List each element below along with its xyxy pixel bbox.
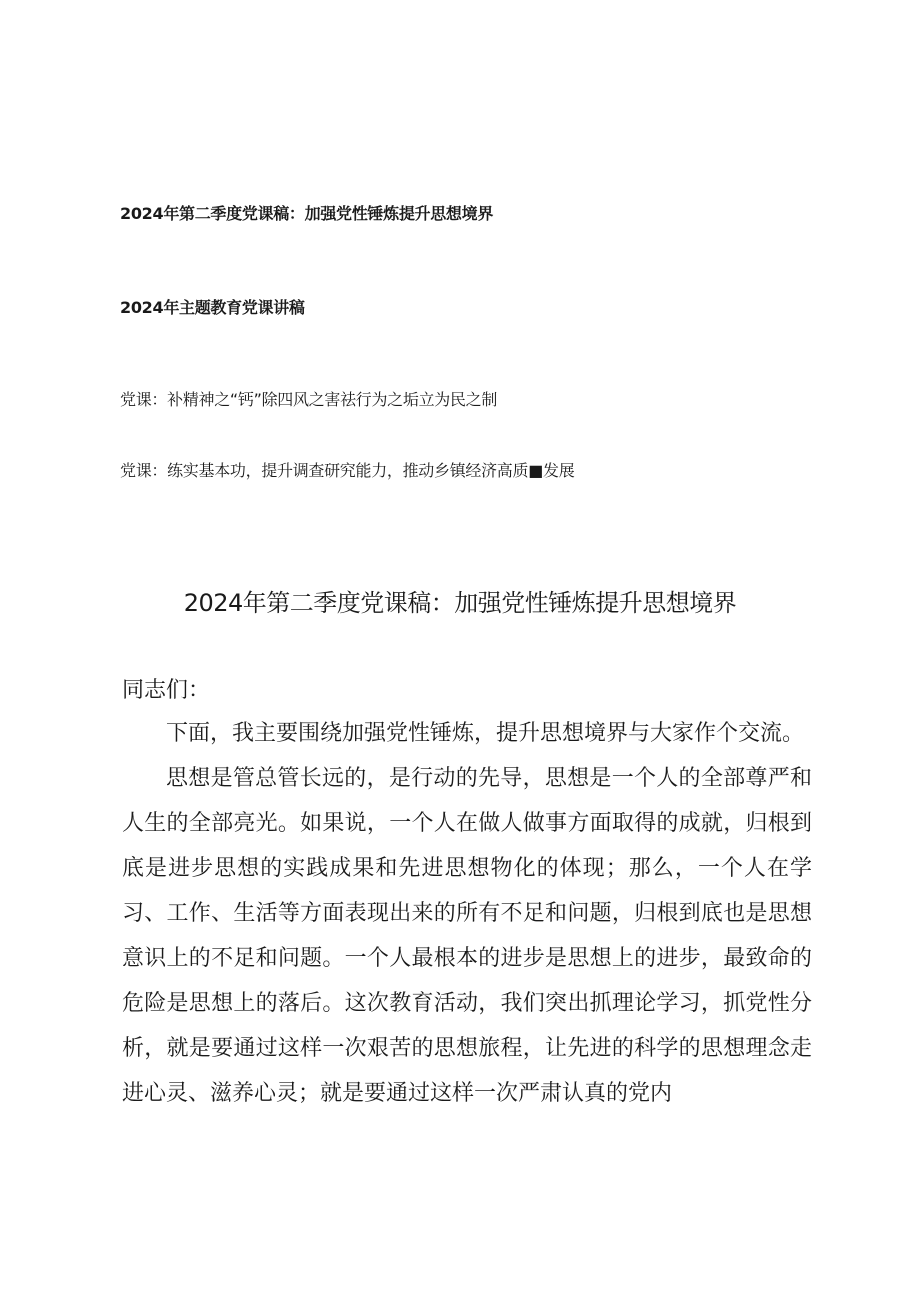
paragraph-2: 思想是管总管长远的，是行动的先导，思想是一个人的全部尊严和人生的全部亮光。如果说，一个人在做人做事方面取得的成就，归根到底是进步思想的实践成果和先进思想物化的体现；那么，一个人在学习、工作、生活等方面表现出来的所有不足和问题，归根到底也是思想意识上的不足和问题。一个人最根本的进步是思想上的进步，最致命的危险是思想上的落后。这次教育活动，我们突出抓理论学习，抓党性分析，就是要通过这样一次艰苦的思想旅程，让先进的科学的思想理念走进心灵、滋养心灵；就是要通过这样一次严肃认真的党内 (122, 766, 812, 1106)
greeting: 同志们： (122, 678, 211, 703)
toc-item-1: 2024年第二季度党课稿：加强党性锤炼提升思想境界 (120, 204, 494, 223)
toc-item-3: 党课：补精神之“钙”除四风之害祛行为之垢立为民之制 (120, 390, 498, 409)
document-body (122, 711, 812, 1116)
toc-item-4: 党课：练实基本功，提升调查研究能力，推动乡镇经济高质■发展 (120, 461, 575, 480)
paragraph-1: 下面，我主要围绕加强党性锤炼，提升思想境界与大家作个交流。 (166, 721, 805, 746)
document-title: 2024年第二季度党课稿：加强党性锤炼提升思想境界 (183, 589, 737, 617)
toc-item-2: 2024年主题教育党课讲稿 (120, 298, 305, 317)
